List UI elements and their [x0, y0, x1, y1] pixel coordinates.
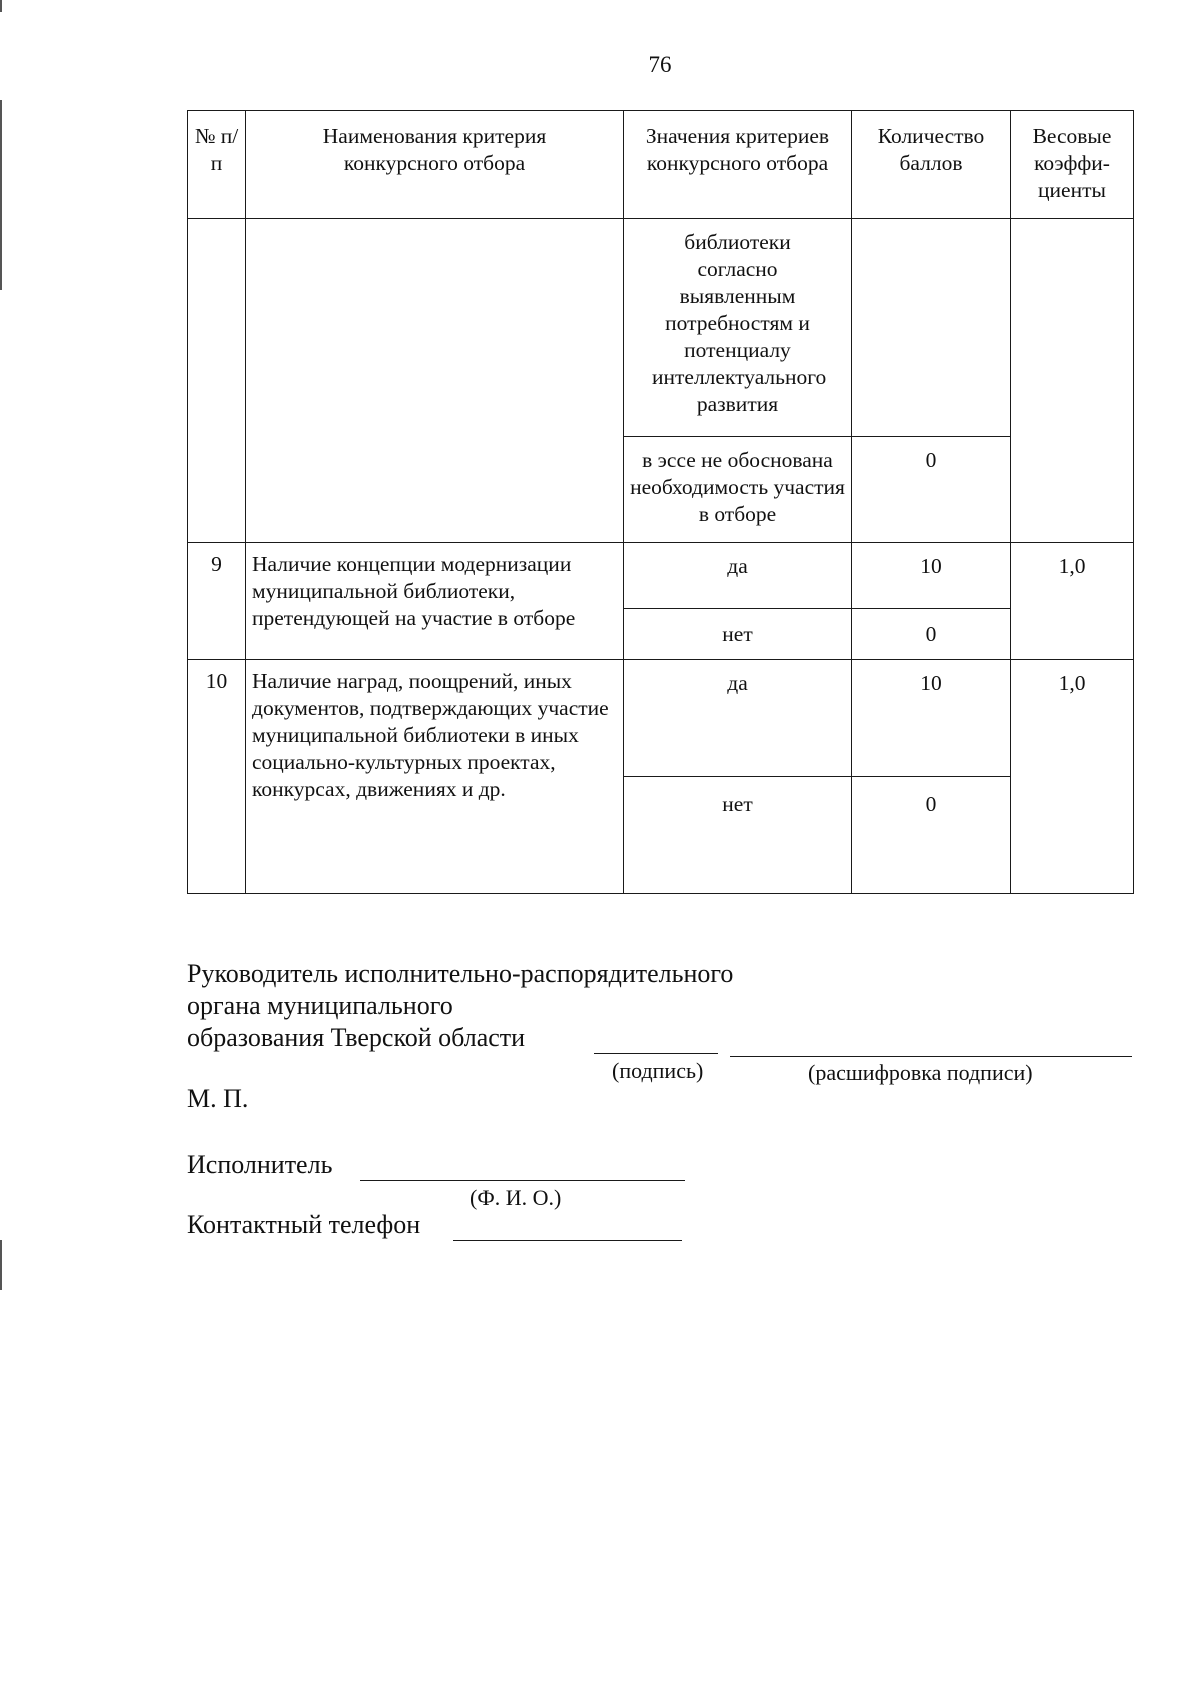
table-row — [188, 219, 1134, 437]
scan-edge-mark — [0, 1240, 2, 1290]
phone-label: Контактный телефон — [187, 1210, 421, 1239]
cell-value-yes: да — [624, 543, 852, 609]
cell-weight-empty — [1011, 219, 1134, 543]
cell-value-continued: библиотеки согласно выявленным потребностям и потенциалу интеллектуального развития — [624, 219, 852, 437]
header-name: Наименования критерия конкурсного отбора — [246, 111, 624, 219]
header-weights: Весовые коэффи-циенты — [1011, 111, 1134, 219]
scan-edge-mark — [0, 0, 2, 12]
cell-value-not-justified: в эссе не обоснована необходимость участия в отборе — [624, 437, 852, 543]
cell-criterion-name: Наличие концепции модернизации муниципальной библиотеки, претендующей на участие в отборе — [246, 543, 624, 660]
cell-points-empty — [852, 219, 1011, 437]
cell-weight: 1,0 — [1011, 660, 1134, 894]
table-row — [188, 660, 1134, 777]
executor-label: Исполнитель — [187, 1150, 333, 1179]
head-title-line-3: образования Тверской области — [187, 1023, 526, 1052]
table-header-row — [188, 111, 1134, 219]
cell-value-no: нет — [624, 777, 852, 894]
fio-caption: (Ф. И. О.) — [470, 1185, 562, 1210]
header-num: № п/п — [188, 111, 246, 219]
table-row — [188, 543, 1134, 609]
cell-criterion-name: Наличие наград, поощрений, иных документов, подтверждающих участие муниципальной библиотеки в иных социально-культурных проектах, конкурсах, движениях и др. — [246, 660, 624, 894]
cell-value-yes: да — [624, 660, 852, 777]
scan-edge-mark — [0, 100, 2, 290]
cell-points-no: 0 — [852, 777, 1011, 894]
cell-name-empty — [246, 219, 624, 543]
cell-num-empty — [188, 219, 246, 543]
head-title-line-1: Руководитель исполнительно-распорядительного — [187, 959, 734, 988]
signature-decoding-line[interactable] — [730, 1056, 1132, 1057]
cell-num: 9 — [188, 543, 246, 660]
signature-caption: (подпись) — [612, 1058, 704, 1083]
criteria-table — [187, 110, 1134, 894]
stamp-place: М. П. — [187, 1084, 249, 1113]
decoding-caption: (расшифровка подписи) — [808, 1060, 1033, 1085]
executor-line[interactable] — [360, 1180, 685, 1181]
cell-points-yes: 10 — [852, 660, 1011, 777]
header-points: Количество баллов — [852, 111, 1011, 219]
signature-line[interactable] — [594, 1053, 718, 1054]
cell-num: 10 — [188, 660, 246, 894]
head-title-line-2: органа муниципального — [187, 991, 453, 1020]
phone-line[interactable] — [453, 1240, 682, 1241]
header-values: Значения критериев конкурсного отбора — [624, 111, 852, 219]
cell-points-no: 0 — [852, 609, 1011, 660]
page-number: 76 — [648, 52, 672, 77]
cell-points-yes: 10 — [852, 543, 1011, 609]
cell-weight: 1,0 — [1011, 543, 1134, 660]
cell-points: 0 — [852, 437, 1011, 543]
cell-value-no: нет — [624, 609, 852, 660]
